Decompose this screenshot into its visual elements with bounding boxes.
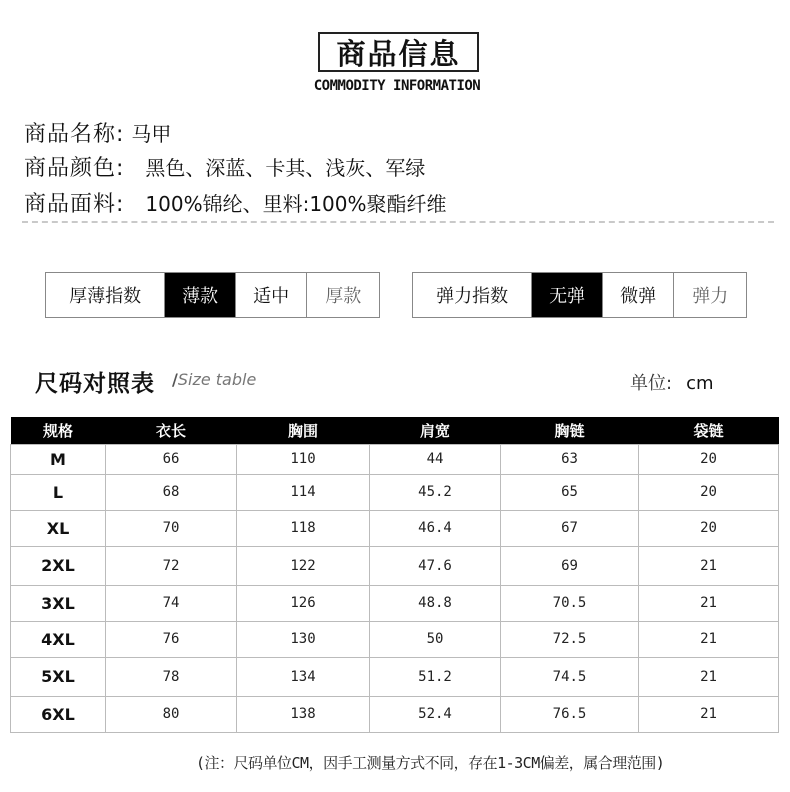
table-cell: 21 bbox=[639, 621, 779, 657]
table-cell: 72 bbox=[106, 546, 237, 585]
table-row bbox=[11, 621, 779, 657]
thickness-option-thick: 厚款 bbox=[306, 273, 379, 317]
table-cell: 126 bbox=[237, 585, 370, 621]
table-cell: M bbox=[11, 444, 106, 474]
table-cell: 46.4 bbox=[370, 510, 501, 546]
table-cell: 78 bbox=[106, 657, 237, 696]
info-name-label: 商品名称: bbox=[24, 122, 125, 147]
table-cell: 47.6 bbox=[370, 546, 501, 585]
table-cell: 80 bbox=[106, 696, 237, 732]
unit-label: 单位: bbox=[630, 373, 673, 394]
header-cell-chest-zip: 胸链 bbox=[501, 417, 639, 444]
table-cell: 114 bbox=[237, 474, 370, 510]
table-cell: 72.5 bbox=[501, 621, 639, 657]
table-row bbox=[11, 546, 779, 585]
thickness-index-label: 厚薄指数 bbox=[69, 286, 142, 307]
table-cell: 122 bbox=[237, 546, 370, 585]
size-table bbox=[10, 417, 779, 733]
table-cell: 21 bbox=[639, 696, 779, 732]
table-cell: 74 bbox=[106, 585, 237, 621]
table-row bbox=[11, 474, 779, 510]
table-cell: L bbox=[11, 474, 106, 510]
thickness-option-thin: 薄款 bbox=[164, 273, 235, 317]
header-cell-chest: 胸围 bbox=[237, 417, 370, 444]
size-subtitle-slash: / bbox=[172, 370, 178, 389]
info-color-line bbox=[24, 151, 425, 182]
elastic-index-label: 弹力指数 bbox=[436, 286, 509, 307]
table-cell: 20 bbox=[639, 510, 779, 546]
info-fabric-label: 商品面料: bbox=[24, 192, 125, 217]
table-row bbox=[11, 696, 779, 732]
size-table-header bbox=[11, 417, 779, 444]
table-cell: 69 bbox=[501, 546, 639, 585]
thickness-option-medium: 适中 bbox=[235, 273, 307, 317]
thickness-index bbox=[45, 272, 380, 318]
table-cell: 21 bbox=[639, 585, 779, 621]
table-cell: 68 bbox=[106, 474, 237, 510]
table-cell: 52.4 bbox=[370, 696, 501, 732]
table-cell: 50 bbox=[370, 621, 501, 657]
info-fabric-line bbox=[24, 187, 447, 218]
table-cell: 66 bbox=[106, 444, 237, 474]
table-row bbox=[11, 444, 779, 474]
table-cell: 3XL bbox=[11, 585, 106, 621]
table-cell: 138 bbox=[237, 696, 370, 732]
page-title: 商品信息 bbox=[318, 32, 479, 72]
table-cell: 6XL bbox=[11, 696, 106, 732]
table-cell: 5XL bbox=[11, 657, 106, 696]
info-fabric-value: 100%锦纶、里料:100%聚酯纤维 bbox=[145, 192, 447, 216]
table-cell: 48.8 bbox=[370, 585, 501, 621]
table-cell: 20 bbox=[639, 444, 779, 474]
table-cell: 134 bbox=[237, 657, 370, 696]
table-cell: 65 bbox=[501, 474, 639, 510]
table-cell: 67 bbox=[501, 510, 639, 546]
header-cell-length: 衣长 bbox=[106, 417, 237, 444]
table-cell: 44 bbox=[370, 444, 501, 474]
table-cell: 51.2 bbox=[370, 657, 501, 696]
info-name-line bbox=[24, 117, 171, 148]
table-row bbox=[11, 657, 779, 696]
table-cell: 118 bbox=[237, 510, 370, 546]
section-divider bbox=[22, 221, 774, 223]
header-cell-shoulder: 肩宽 bbox=[370, 417, 501, 444]
table-cell: 21 bbox=[639, 546, 779, 585]
table-cell: 4XL bbox=[11, 621, 106, 657]
table-cell: 110 bbox=[237, 444, 370, 474]
info-name-value: 马甲 bbox=[131, 122, 172, 146]
table-cell: 45.2 bbox=[370, 474, 501, 510]
elastic-option-stretch: 弹力 bbox=[673, 273, 746, 317]
header-cell-spec: 规格 bbox=[11, 417, 106, 444]
table-row bbox=[11, 510, 779, 546]
elastic-index bbox=[412, 272, 747, 318]
size-table-subtitle bbox=[172, 370, 256, 389]
table-cell: 130 bbox=[237, 621, 370, 657]
info-color-label: 商品颜色: bbox=[24, 156, 125, 181]
table-cell: 70.5 bbox=[501, 585, 639, 621]
elastic-option-none: 无弹 bbox=[531, 273, 602, 317]
table-cell: 21 bbox=[639, 657, 779, 696]
unit-value: cm bbox=[686, 373, 714, 394]
page-subtitle: COMMODITY INFORMATION bbox=[313, 78, 481, 94]
table-cell: 20 bbox=[639, 474, 779, 510]
table-cell: 76 bbox=[106, 621, 237, 657]
elastic-option-slight: 微弹 bbox=[602, 273, 674, 317]
table-cell: 2XL bbox=[11, 546, 106, 585]
header-cell-pocket-zip: 袋链 bbox=[639, 417, 779, 444]
table-cell: 76.5 bbox=[501, 696, 639, 732]
info-color-value: 黑色、深蓝、卡其、浅灰、军绿 bbox=[145, 156, 426, 180]
size-subtitle-text: Size table bbox=[177, 370, 257, 389]
table-cell: 63 bbox=[501, 444, 639, 474]
table-row bbox=[11, 585, 779, 621]
table-cell: XL bbox=[11, 510, 106, 546]
table-cell: 70 bbox=[106, 510, 237, 546]
measurement-note: (注：尺码单位CM，因手工测量方式不同，存在1-3CM偏差，属合理范围) bbox=[196, 754, 665, 772]
unit-indicator bbox=[630, 369, 714, 395]
table-cell: 74.5 bbox=[501, 657, 639, 696]
size-table-title: 尺码对照表 bbox=[35, 371, 155, 397]
